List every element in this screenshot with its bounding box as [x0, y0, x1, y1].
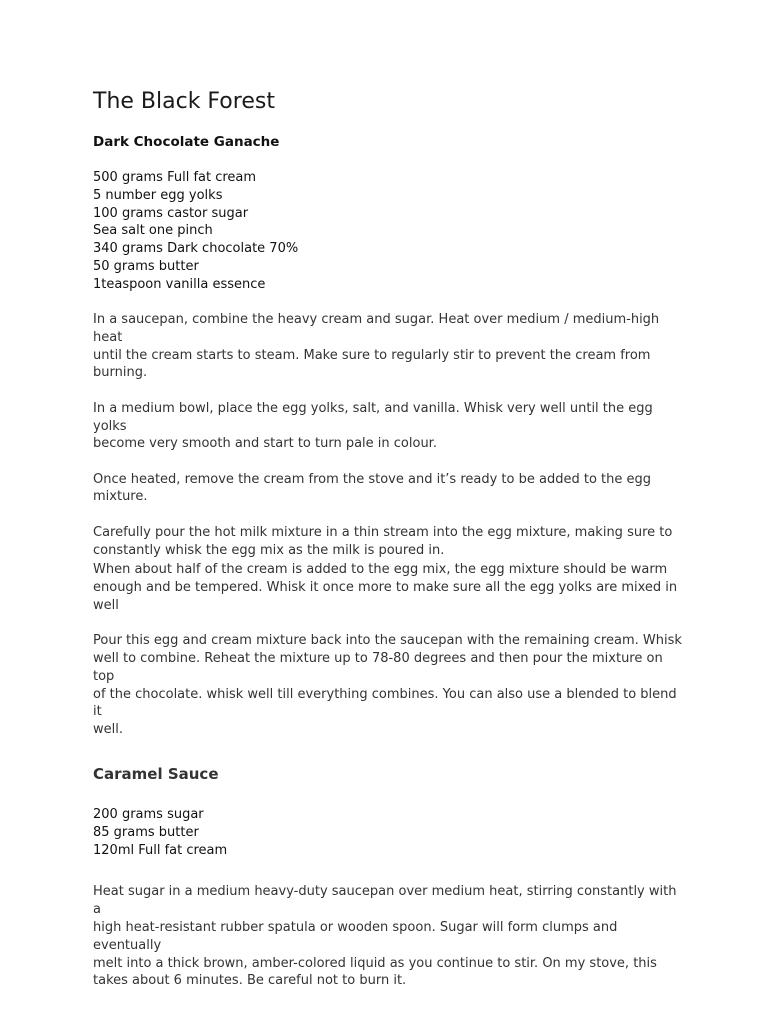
instruction-paragraph: Pour this egg and cream mixture back into the saucepan with the remaining cream. Whisk well to combine. Reheat the mixture up to 78-80 degrees and then pour the mixture on top of the chocolate. whisk well till everything combines. You can also use a blended to blend it well.	[93, 633, 682, 738]
section-dark-chocolate-ganache	[93, 132, 683, 739]
ingredient-item: 50 grams butter	[93, 258, 199, 274]
ingredient-item: 5 number egg yolks	[93, 187, 223, 203]
ingredient-item: 120ml Full fat cream	[93, 842, 228, 858]
section-heading: Dark Chocolate Ganache	[93, 134, 280, 150]
ingredient-item: Sea salt one pinch	[93, 223, 213, 239]
section-caramel-sauce	[93, 763, 683, 990]
ingredient-item: 340 grams Dark chocolate 70%	[93, 241, 299, 257]
ingredient-list	[93, 169, 683, 294]
section-heading: Caramel Sauce	[93, 765, 219, 784]
instruction-paragraph: Carefully pour the hot milk mixture in a thin stream into the egg mixture, making sure to constantly whisk the egg mix as the milk is poured in.	[93, 524, 673, 558]
instruction-paragraph: Heat sugar in a medium heavy-duty saucepan over medium heat, stirring constantly with a high heat-resistant rubber spatula or wooden spoon. Sugar will form clumps and eventually melt into a thick brown, amber-colored liquid as you continue to stir. On my stove, this takes about 6 minutes. Be careful not to burn it.	[93, 884, 677, 989]
document-page	[93, 86, 683, 990]
instruction-paragraph: When about half of the cream is added to the egg mix, the egg mixture should be warm enough and be tempered. Whisk it once more to make sure all the egg yolks are mixed in well	[93, 562, 678, 613]
ingredient-item: 85 grams butter	[93, 824, 199, 840]
ingredient-item: 200 grams sugar	[93, 807, 204, 823]
instruction-paragraph: In a medium bowl, place the egg yolks, salt, and vanilla. Whisk very well until the egg yolks become very smooth and start to turn pale in colour.	[93, 400, 653, 452]
ingredient-list	[93, 806, 683, 859]
ingredient-item: 100 grams castor sugar	[93, 205, 249, 221]
ingredient-item: 1teaspoon vanilla essence	[93, 276, 266, 292]
instruction-paragraph: In a saucepan, combine the heavy cream and sugar. Heat over medium / medium-high heat until the cream starts to steam. Make sure to regularly stir to prevent the cream from burning.	[93, 312, 660, 381]
instruction-paragraph: Once heated, remove the cream from the stove and it’s ready to be added to the egg mixture.	[93, 471, 652, 505]
document-title: The Black Forest	[93, 89, 275, 114]
ingredient-item: 500 grams Full fat cream	[93, 170, 257, 185]
